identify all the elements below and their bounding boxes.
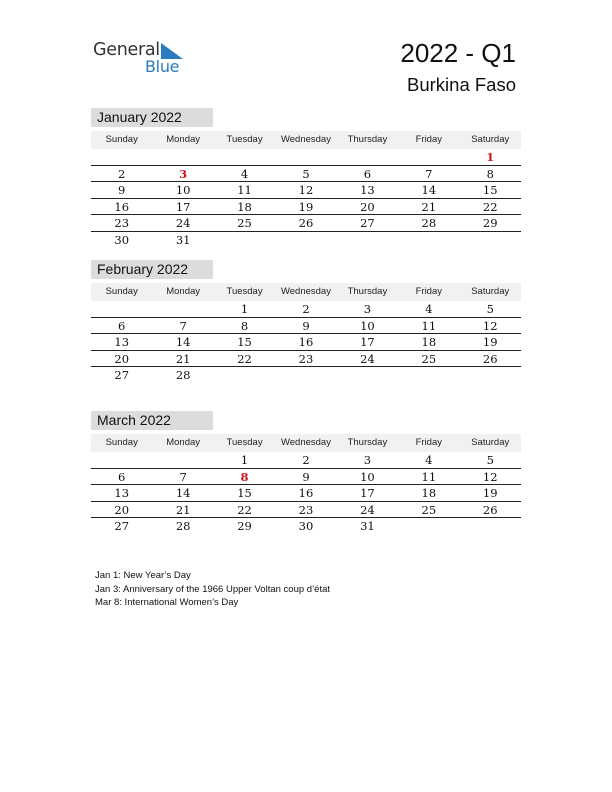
day-cell: 18 xyxy=(421,486,437,500)
week-row xyxy=(91,469,521,486)
day-cell: 1 xyxy=(240,453,249,467)
day-cell: 31 xyxy=(175,232,191,247)
day-cell: 28 xyxy=(175,368,191,382)
day-cell: 21 xyxy=(175,351,191,366)
empty-day-cell xyxy=(214,232,275,249)
month-title: February 2022 xyxy=(91,260,213,279)
day-cell: 8 xyxy=(240,469,249,484)
day-cell: 25 xyxy=(237,216,252,230)
empty-day-cell xyxy=(214,367,275,384)
day-cell: 10 xyxy=(175,183,191,197)
day-cell: 18 xyxy=(421,335,437,349)
week-row xyxy=(91,485,521,502)
logo-general-text: General xyxy=(93,40,160,60)
month-title: January 2022 xyxy=(91,108,213,127)
day-cell: 8 xyxy=(240,318,249,333)
empty-day-cell xyxy=(91,301,152,317)
empty-day-cell xyxy=(152,452,213,468)
empty-day-cell xyxy=(398,518,459,535)
holiday-notes xyxy=(95,569,330,610)
empty-day-cell xyxy=(91,452,152,468)
week-row xyxy=(91,199,521,216)
day-cell: 24 xyxy=(175,216,191,230)
weekday-label: Tuesday xyxy=(226,437,263,448)
empty-day-cell xyxy=(337,232,398,249)
day-cell: 25 xyxy=(421,351,437,366)
day-cell: 13 xyxy=(114,486,130,500)
empty-day-cell xyxy=(337,149,398,165)
day-cell: 7 xyxy=(179,469,187,484)
day-cell: 6 xyxy=(363,166,372,181)
week-row xyxy=(91,215,521,232)
day-cell: 28 xyxy=(421,216,437,230)
country-name: Burkina Faso xyxy=(407,74,516,95)
empty-day-cell xyxy=(337,367,398,384)
page-title: 2022 - Q1 xyxy=(400,38,516,68)
day-cell: 15 xyxy=(237,335,252,349)
week-row xyxy=(91,367,521,384)
weekday-label: Tuesday xyxy=(226,134,263,145)
day-cell: 22 xyxy=(237,502,252,517)
day-cell: 27 xyxy=(114,368,130,382)
day-cell: 4 xyxy=(425,302,433,316)
day-cell: 31 xyxy=(360,519,375,533)
empty-day-cell xyxy=(460,367,521,384)
day-cell: 5 xyxy=(486,453,494,467)
month-grid xyxy=(91,452,521,535)
day-cell: 24 xyxy=(360,502,375,517)
day-cell: 30 xyxy=(298,519,314,533)
weekday-label: Monday xyxy=(166,134,201,145)
day-cell: 9 xyxy=(302,469,310,484)
empty-day-cell xyxy=(275,232,336,249)
day-cell: 6 xyxy=(118,318,126,333)
weekday-label: Saturday xyxy=(471,437,510,448)
day-cell: 24 xyxy=(360,351,375,366)
day-cell: 14 xyxy=(175,335,191,349)
day-cell: 20 xyxy=(360,199,375,214)
day-cell: 12 xyxy=(298,183,314,197)
week-row xyxy=(91,452,521,469)
empty-day-cell xyxy=(275,367,336,384)
logo-blue-text: Blue xyxy=(145,57,180,76)
weekday-label: Friday xyxy=(415,437,443,448)
day-cell: 16 xyxy=(298,486,314,500)
empty-day-cell xyxy=(460,232,521,249)
weekday-label: Sunday xyxy=(105,437,138,448)
day-cell: 7 xyxy=(425,166,433,181)
weekday-label: Tuesday xyxy=(226,286,263,297)
logo xyxy=(93,40,188,80)
day-cell: 29 xyxy=(482,216,498,230)
month-title: March 2022 xyxy=(91,411,213,430)
weekday-label: Saturday xyxy=(471,134,510,145)
weekday-label: Wednesday xyxy=(280,437,331,448)
empty-day-cell xyxy=(91,149,152,165)
day-cell: 2 xyxy=(118,166,126,181)
weekday-label: Wednesday xyxy=(280,134,331,145)
weekday-label: Sunday xyxy=(105,286,138,297)
day-cell: 12 xyxy=(482,318,498,333)
empty-day-cell xyxy=(275,149,336,165)
empty-day-cell xyxy=(398,367,459,384)
empty-day-cell xyxy=(152,149,213,165)
day-cell: 29 xyxy=(237,519,252,533)
day-cell: 7 xyxy=(179,318,187,333)
weekday-label: Friday xyxy=(415,286,443,297)
day-cell: 16 xyxy=(114,199,130,214)
day-cell: 5 xyxy=(486,302,494,316)
day-cell: 1 xyxy=(486,150,495,164)
day-cell: 15 xyxy=(237,486,252,500)
day-cell: 13 xyxy=(360,183,375,197)
day-cell: 26 xyxy=(482,502,498,517)
day-cell: 3 xyxy=(363,453,372,467)
weekday-label: Monday xyxy=(166,437,201,448)
empty-day-cell xyxy=(460,518,521,535)
weekday-header xyxy=(91,283,521,301)
day-cell: 10 xyxy=(360,469,375,484)
day-cell: 15 xyxy=(482,183,498,197)
weekday-label: Friday xyxy=(415,134,443,145)
day-cell: 4 xyxy=(240,166,249,181)
day-cell: 19 xyxy=(482,486,498,500)
day-cell: 6 xyxy=(118,469,126,484)
day-cell: 18 xyxy=(237,199,252,214)
week-row xyxy=(91,166,521,183)
day-cell: 26 xyxy=(298,216,314,230)
day-cell: 1 xyxy=(240,302,249,316)
day-cell: 20 xyxy=(114,351,130,366)
weekday-label: Sunday xyxy=(105,134,138,145)
day-cell: 14 xyxy=(421,183,437,197)
day-cell: 21 xyxy=(175,502,191,517)
week-row xyxy=(91,149,521,166)
day-cell: 13 xyxy=(114,335,130,349)
week-row xyxy=(91,232,521,249)
day-cell: 19 xyxy=(298,199,314,214)
weekday-label: Monday xyxy=(166,286,201,297)
day-cell: 28 xyxy=(175,519,191,533)
month-grid xyxy=(91,301,521,384)
holiday-note: Jan 1: New Year’s Day xyxy=(95,570,191,581)
day-cell: 16 xyxy=(298,335,314,349)
day-cell: 8 xyxy=(486,166,494,181)
weekday-label: Saturday xyxy=(471,286,510,297)
week-row xyxy=(91,502,521,519)
week-row xyxy=(91,351,521,368)
week-row xyxy=(91,334,521,351)
holiday-note: Mar 8: International Women’s Day xyxy=(95,597,239,608)
day-cell: 19 xyxy=(482,335,498,349)
day-cell: 23 xyxy=(298,502,314,517)
empty-day-cell xyxy=(398,232,459,249)
weekday-label: Wednesday xyxy=(280,286,331,297)
day-cell: 3 xyxy=(363,302,372,316)
day-cell: 26 xyxy=(482,351,498,366)
day-cell: 22 xyxy=(482,199,498,214)
month-grid xyxy=(91,149,521,248)
day-cell: 11 xyxy=(421,469,437,484)
day-cell: 17 xyxy=(360,486,375,500)
day-cell: 21 xyxy=(421,199,437,214)
weekday-label: Thursday xyxy=(347,134,388,145)
weekday-header xyxy=(91,131,521,149)
week-row xyxy=(91,518,521,535)
day-cell: 3 xyxy=(179,166,188,181)
day-cell: 9 xyxy=(118,183,126,197)
week-row xyxy=(91,318,521,335)
day-cell: 23 xyxy=(298,351,314,366)
weekday-label: Thursday xyxy=(347,437,388,448)
day-cell: 9 xyxy=(302,318,310,333)
day-cell: 14 xyxy=(175,486,191,500)
day-cell: 22 xyxy=(237,351,252,366)
empty-day-cell xyxy=(214,149,275,165)
day-cell: 5 xyxy=(302,166,310,181)
weekday-label: Thursday xyxy=(347,286,388,297)
day-cell: 30 xyxy=(114,232,130,247)
empty-day-cell xyxy=(398,149,459,165)
day-cell: 10 xyxy=(360,318,375,333)
day-cell: 2 xyxy=(302,302,310,316)
empty-day-cell xyxy=(152,301,213,317)
week-row xyxy=(91,182,521,199)
day-cell: 17 xyxy=(175,199,191,214)
weekday-header xyxy=(91,434,521,452)
day-cell: 27 xyxy=(114,519,130,533)
day-cell: 27 xyxy=(360,216,375,230)
day-cell: 2 xyxy=(302,453,310,467)
day-cell: 20 xyxy=(114,502,130,517)
day-cell: 11 xyxy=(421,318,437,333)
week-row xyxy=(91,301,521,318)
day-cell: 12 xyxy=(482,469,498,484)
day-cell: 17 xyxy=(360,335,375,349)
day-cell: 25 xyxy=(421,502,437,517)
day-cell: 11 xyxy=(237,183,252,197)
day-cell: 4 xyxy=(425,453,433,467)
day-cell: 23 xyxy=(114,216,130,230)
holiday-note: Jan 3: Anniversary of the 1966 Upper Voltan coup d’état xyxy=(95,583,331,595)
